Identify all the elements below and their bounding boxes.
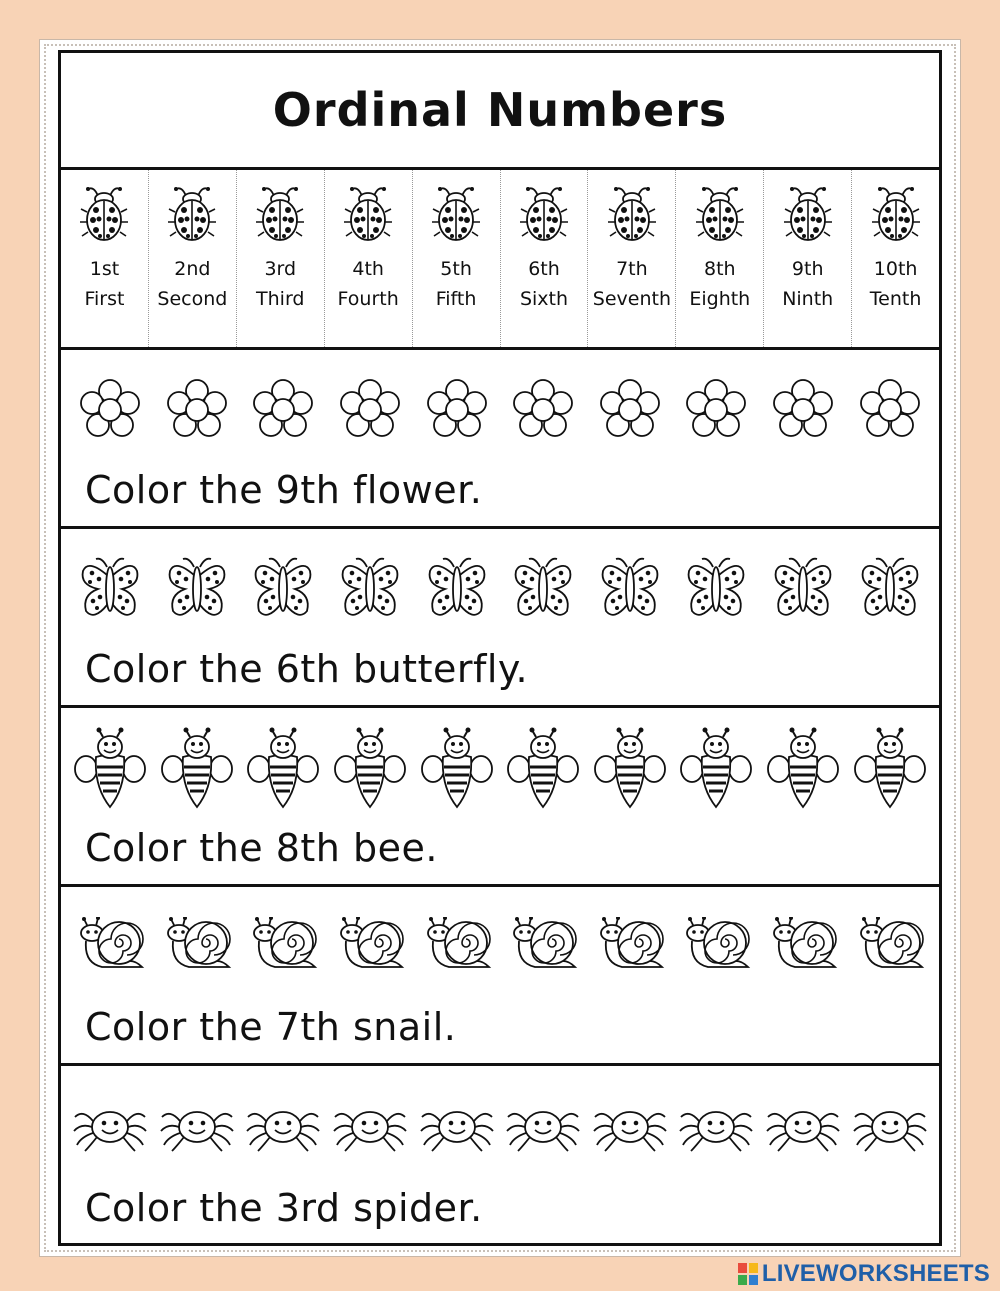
- bee-icon[interactable]: [680, 727, 752, 813]
- bee-icon[interactable]: [507, 727, 579, 813]
- task-instruction: Color the 9th flower.: [85, 468, 483, 512]
- snail-icon[interactable]: [594, 917, 666, 981]
- snail-icon[interactable]: [334, 917, 406, 981]
- ladybug-icon: [167, 170, 217, 250]
- flower-icon[interactable]: [684, 378, 748, 446]
- ordinal-word: First: [84, 288, 125, 310]
- ordinal-word: Eighth: [689, 288, 751, 310]
- spider-icon[interactable]: [506, 1099, 580, 1157]
- flower-icon[interactable]: [598, 378, 662, 446]
- icon-row: [61, 1084, 939, 1172]
- flower-icon[interactable]: [78, 378, 142, 446]
- snail-icon[interactable]: [680, 917, 752, 981]
- bee-icon[interactable]: [594, 727, 666, 813]
- ladybug-icon: [783, 170, 833, 250]
- butterfly-icon[interactable]: [425, 555, 489, 627]
- legend-item-second: [149, 170, 237, 347]
- task-row: [61, 708, 939, 887]
- butterfly-icon[interactable]: [598, 555, 662, 627]
- bee-icon[interactable]: [854, 727, 926, 813]
- ladybug-icon: [431, 170, 481, 250]
- brand-name: LIVEWORKSHEETS: [761, 1260, 990, 1287]
- legend-item-fifth: [413, 170, 501, 347]
- task-row: [61, 529, 939, 708]
- flower-icon[interactable]: [251, 378, 315, 446]
- ordinal-number: 1st: [89, 258, 120, 280]
- legend-item-seventh: [588, 170, 676, 347]
- task-instruction: Color the 7th snail.: [85, 1005, 457, 1049]
- flower-icon[interactable]: [338, 378, 402, 446]
- flower-icon[interactable]: [511, 378, 575, 446]
- flower-icon[interactable]: [165, 378, 229, 446]
- bee-icon[interactable]: [421, 727, 493, 813]
- bee-icon[interactable]: [334, 727, 406, 813]
- spider-icon[interactable]: [420, 1099, 494, 1157]
- snail-icon[interactable]: [74, 917, 146, 981]
- ladybug-icon: [255, 170, 305, 250]
- ordinal-word: Seventh: [592, 288, 671, 310]
- icon-row: [61, 726, 939, 814]
- ordinal-word: Sixth: [519, 288, 569, 310]
- ladybug-icon: [519, 170, 569, 250]
- ordinal-number: 2nd: [174, 258, 211, 280]
- bee-icon[interactable]: [247, 727, 319, 813]
- ladybug-icon: [607, 170, 657, 250]
- task-row: [61, 350, 939, 529]
- brand-footer[interactable]: [738, 1259, 990, 1289]
- ordinal-word: Fourth: [337, 288, 399, 310]
- legend-item-fourth: [325, 170, 413, 347]
- ordinal-number: 6th: [528, 258, 560, 280]
- ordinal-word: Second: [157, 288, 228, 310]
- butterfly-icon[interactable]: [338, 555, 402, 627]
- legend-item-eighth: [676, 170, 764, 347]
- ordinal-legend: [61, 170, 939, 350]
- ladybug-icon: [343, 170, 393, 250]
- liveworksheets-logo-icon: [738, 1263, 758, 1285]
- ordinal-number: 10th: [873, 258, 918, 280]
- bee-icon[interactable]: [767, 727, 839, 813]
- legend-item-tenth: [852, 170, 939, 347]
- page-title: Ordinal Numbers: [61, 53, 939, 170]
- flower-icon[interactable]: [771, 378, 835, 446]
- snail-icon[interactable]: [161, 917, 233, 981]
- spider-icon[interactable]: [333, 1099, 407, 1157]
- ordinal-number: 8th: [704, 258, 736, 280]
- ordinal-word: Fifth: [435, 288, 477, 310]
- task-row: [61, 887, 939, 1066]
- snail-icon[interactable]: [507, 917, 579, 981]
- butterfly-icon[interactable]: [858, 555, 922, 627]
- spider-icon[interactable]: [766, 1099, 840, 1157]
- ordinal-word: Ninth: [782, 288, 834, 310]
- legend-item-first: [61, 170, 149, 347]
- butterfly-icon[interactable]: [511, 555, 575, 627]
- task-row: [61, 1066, 939, 1244]
- ordinal-number: 5th: [440, 258, 472, 280]
- worksheet-frame: [58, 50, 942, 1246]
- legend-item-third: [237, 170, 325, 347]
- icon-row: [61, 905, 939, 993]
- spider-icon[interactable]: [593, 1099, 667, 1157]
- bee-icon[interactable]: [161, 727, 233, 813]
- ordinal-word: Tenth: [869, 288, 922, 310]
- ladybug-icon: [79, 170, 129, 250]
- butterfly-icon[interactable]: [771, 555, 835, 627]
- icon-row: [61, 368, 939, 456]
- ladybug-icon: [871, 170, 921, 250]
- worksheet-paper: [40, 40, 960, 1256]
- snail-icon[interactable]: [247, 917, 319, 981]
- task-list: [61, 350, 939, 1244]
- ordinal-number: 3rd: [264, 258, 297, 280]
- spider-icon[interactable]: [73, 1099, 147, 1157]
- task-instruction: Color the 3rd spider.: [85, 1186, 483, 1230]
- task-instruction: Color the 6th butterfly.: [85, 647, 529, 691]
- bee-icon[interactable]: [74, 727, 146, 813]
- icon-row: [61, 547, 939, 635]
- butterfly-icon[interactable]: [78, 555, 142, 627]
- ordinal-word: Third: [256, 288, 305, 310]
- ordinal-number: 4th: [352, 258, 384, 280]
- spider-icon[interactable]: [160, 1099, 234, 1157]
- task-instruction: Color the 8th bee.: [85, 826, 438, 870]
- ordinal-number: 9th: [791, 258, 824, 280]
- snail-icon[interactable]: [421, 917, 493, 981]
- snail-icon[interactable]: [767, 917, 839, 981]
- spider-icon[interactable]: [679, 1099, 753, 1157]
- ladybug-icon: [695, 170, 745, 250]
- flower-icon[interactable]: [858, 378, 922, 446]
- legend-item-ninth: [764, 170, 852, 347]
- snail-icon[interactable]: [854, 917, 926, 981]
- ordinal-number: 7th: [616, 258, 648, 280]
- spider-icon[interactable]: [246, 1099, 320, 1157]
- butterfly-icon[interactable]: [684, 555, 748, 627]
- flower-icon[interactable]: [425, 378, 489, 446]
- legend-item-sixth: [501, 170, 589, 347]
- butterfly-icon[interactable]: [165, 555, 229, 627]
- spider-icon[interactable]: [853, 1099, 927, 1157]
- butterfly-icon[interactable]: [251, 555, 315, 627]
